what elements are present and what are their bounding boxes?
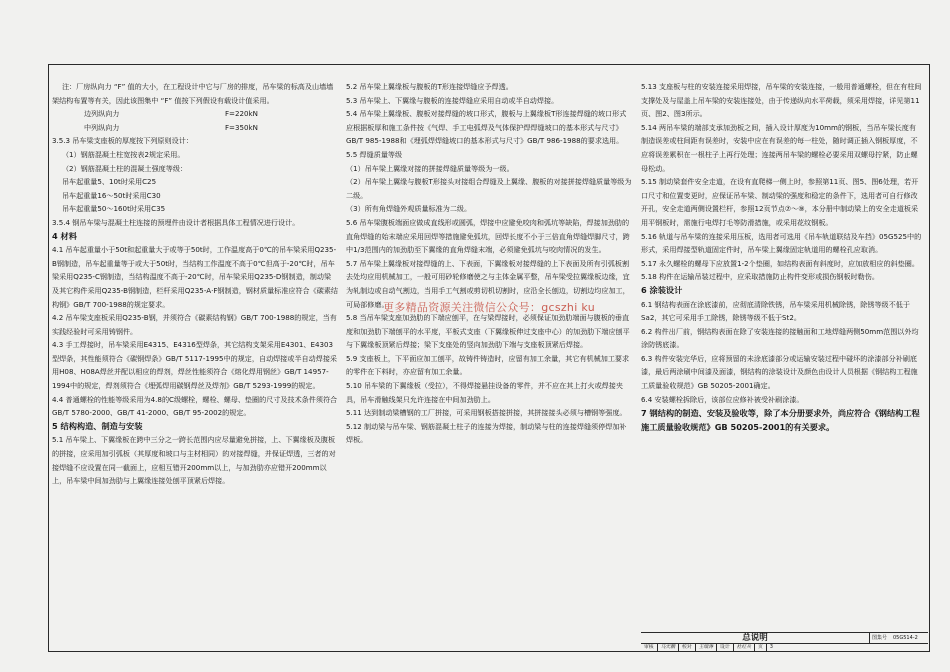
clause-6-2: 6.2 构件出厂前，钢结构表面在除了安装连接的接触面和工地焊缝两侧50mm范围以外均涂防锈底漆。 [641, 326, 919, 350]
list-item: 吊车起重量50～160t时采用C35 [61, 204, 166, 214]
clause-5-2: 5.2 吊车梁上翼缘板与腹板的T形连接焊缝应予焊透。 [346, 82, 513, 91]
note-paragraph: 注：厂房纵向力 “F” 值的大小，在工程设计中它与厂房的排度，吊车梁的标高及山墙墙架结构布置等有关，因此该图集中 “F” 值按下列假设有载设计值采用。 [52, 82, 334, 105]
list-item: 吊车起重量16～50t时采用C30 [61, 190, 161, 200]
watermark-text: 更多精品资源关注微信公众号：gcszhi ku [383, 301, 595, 314]
clause-5-11: 5.11 达到制动梁槽钢的工厂拼接，可采用钢板搭接拼接，其拼接接头必须与槽钢等强度。 [346, 408, 627, 418]
clause-5-1: 5.1 吊车梁上、下翼缘板在跨中三分之一跨长范围内应尽量避免拼接，上、下翼缘板及腹板的拼接，应采用加引弧板（其厚度和坡口与主材相同）的对接焊缝，并保证焊透，三者的对接焊缝不应设置在同一截面上，应相互错开200mm以上，与加劲肋亦应错开200mm以上，吊车梁中间加劲肋与上翼缘连接处刨平顶紧后焊接。 [52, 435, 336, 486]
section-heading: 4 材料 [52, 230, 77, 241]
review-name: 马天鹏 [658, 644, 679, 652]
check-label: 校对 [679, 644, 696, 652]
design-label: 设计 [717, 644, 734, 652]
clause-5-16: 5.16 轨道与吊车梁的连接采用压板，选用者可选用《吊车轨道联结及车挡》05G525中的形式，采用焊接型轨道固定件时，吊车梁上翼缘固定轨道用的螺栓孔应取消。 [641, 231, 922, 255]
list-item: 吊车起重量5、10t时采用C25 [61, 177, 157, 187]
page-label: 页 [755, 644, 767, 652]
force-value: F=350kN [224, 122, 258, 132]
clause-5-13: 5.13 支座板与柱的安装连接采用焊接，吊车梁的安装连接，一般用普通螺栓，但在有柱间支撑处及与屋盖上吊车梁的安装连接处，由于传递纵向水平荷载，须采用焊接，详见第11页、图2、图3所示。 [641, 82, 922, 119]
force-label: 中列纵向力 [83, 122, 120, 132]
clause-5-18: 5.18 构件在运输吊装过程中，应采取措施防止构件变形或损伤钢板时勒伤。 [641, 272, 879, 282]
atlas-no-label: 图集号 [872, 635, 888, 641]
clause-5-10: 5.10 吊车梁的下翼缘板（受拉），不得焊接悬挂设备的零件，并不应在其上打火或焊接夹具，吊车滑触线架只允许连接在中间加劲肋上。 [346, 381, 623, 404]
force-row [52, 107, 338, 121]
column-1 [52, 80, 338, 488]
list-item: （1）钢筋混凝土柱宽按表2规定采用。 [61, 149, 185, 159]
clause-4-1: 4.1 吊车起重量小于50t和起重量大于或等于50t时，工作温度高于0℃的吊车梁采用Q235-B钢制造，吊车起重量等于或大于50t时，当结构工作温度不高于0℃但高于-20℃时，吊车梁采用Q235-C钢制造，当结构温度不高于-20℃时，吊车梁采用Q235-D钢制造，制动梁及其它构件采用Q235-B钢制造，栏杆采用Q235-A·F钢制造，钢材质量标准应符合《碳素结构钢》GB/T 700-1988的规定要求。 [52, 245, 339, 309]
page-number: 3 [769, 645, 773, 650]
clause-3-5-3: 3.5.3 吊车梁支座板的厚度按下列原则设计： [52, 136, 193, 146]
atlas-no: 05G514-2 [893, 635, 918, 641]
column-3 [641, 80, 923, 434]
clause-5-8: 5.8 当吊车梁支座加劲肋的下端应刨平，在与梁焊接时，必须保证加劲肋端面与腹板的垂直度和加劲肋下端刨平的水平度，平板式支座（下翼缘板伸过支座中心）的加劲肋下端应刨平与下翼缘板顶紧后焊接；梁下支座处的竖向加劲肋下端与支座板顶紧后焊接。 [346, 313, 630, 350]
clause-5-5: 5.5 焊缝质量等级 [346, 149, 403, 159]
list-item: （1）吊车梁上翼缘对接的拼接焊缝质量等级为一级。 [346, 163, 514, 173]
clause-5-7: 5.7 吊车梁上翼缘板对接焊缝的上、下表面，下翼缘板对接焊缝的上下表面及所有引弧板割去处均应用机械加工，一般可用砂轮修磨使之与主体金属平整，吊车梁受拉翼缘板边缘，宜为轧制边或自动气割边，当用手工气割或剪切机切割时，应沿全长刨边，切割边均应加工，可局部修磨。 [346, 258, 630, 309]
list-item: （2）钢筋混凝土柱的混凝土强度等级： [61, 163, 188, 173]
clause-5-17: 5.17 永久螺栓的螺母下应放置1-2个垫圈，如结构表面有斜度时，应加放相应的斜垫圈。 [641, 258, 919, 268]
force-row [52, 121, 338, 135]
clause-4-4: 4.4 普通螺栓的性能等级采用为4.8的C级螺栓，螺栓、螺母、垫圈的尺寸及技术条件须符合GB/T 5780-2000、GB/T 41-2000、GB/T 95-2002的规定。 [52, 394, 338, 418]
list-item: （2）吊车梁上翼缘与腹板T形接头对接组合焊缝及上翼缘、腹板的对接拼接焊缝质量等级为二级。 [346, 177, 632, 200]
review-label: 审核 [641, 644, 658, 652]
clause-5-12: 5.12 制动梁与吊车梁、钢筋混凝土柱子的连接为焊接，制动梁与柱的连接焊缝须停焊加补焊板。 [346, 421, 627, 445]
clause-5-14: 5.14 两吊车梁的端部支承加劲板之间，插入设计厚度为10mm的钢板，当吊车梁长度有制造误差或柱间距有误差时，安装中应在有误差的每一柱处，随时调正插入钢板厚度，不应将误差累积在一根柱子上再行处理；连接两吊车梁的螺栓必要采用双螺母拧紧，防止螺母松动。 [641, 122, 918, 173]
clause-4-2: 4.2 吊车梁支座板采用Q235-B钢，并须符合《碳素结构钢》GB/T 700-1988的规定，当有实践经验时可采用铸钢件。 [52, 313, 337, 336]
section-heading: 5 结构构造、制造与安装 [52, 420, 143, 431]
clause-5-4: 5.4 吊车梁上翼缘板、腹板对接焊缝的坡口形式，腹板与上翼缘板T形连接焊缝的坡口形式应根据板厚和施工条件按《气焊、手工电弧焊及气体保护焊焊缝坡口的基本形式与尺寸》GB/T 985-1988和《埋弧焊焊缝坡口的基本形式与尺寸》GB/T 986-1988的要求选用。 [346, 109, 627, 146]
clause-6-3: 6.3 构件安装完华后，应将预留的未涂底漆部分或运输安装过程中碰坏的涂漆部分补刷底漆，最后两涂刷中间漆及面漆，钢结构的涂装设计及颜色由设计人员根据《钢结构工程施工质量验收规范》GB 50205-2001确定。 [641, 353, 918, 391]
clause-7: 7 钢结构的制造、安装及验收等，除了本分册要求外，尚应符合《钢结构工程施工质量验收规范》GB 50205-2001的有关要求。 [641, 408, 920, 433]
clause-5-9: 5.9 支座板上，下平面应加工刨平，故铸件铸造时，应留有加工余量，其它有机械加工要求的零件在下料时，亦应留有加工余量。 [346, 353, 630, 377]
clause-4-3: 4.3 手工焊接时，吊车梁采用E4315、E4316型焊条，其它结构支架采用E4301、E4303型焊条，其性能须符合《碳钢焊条》GB/T 5117-1995中的规定，自动焊接或半自动焊接采用H08、H08A焊丝并配以相应的焊剂，焊丝性能须符合《熔化焊用钢丝》GB/T 14957-1994中的规定，焊剂须符合《埋弧焊用碳钢焊丝及焊剂》GB/T 5293-1999的规定。 [52, 340, 338, 391]
clause-6-1: 6.1 钢结构表面在涂底漆前，应彻底清除铁锈，吊车梁采用机械除锈，除锈等级不低于Sa2，其它可采用手工除锈，除锈等级不低于St2。 [641, 299, 910, 323]
force-value: F=220kN [224, 109, 258, 119]
force-label: 边列纵向力 [83, 109, 120, 119]
clause-6-4: 6.4 安装螺栓拆除后，该部位应修补被受补刷涂漆。 [641, 394, 804, 404]
clause-5-3: 5.3 吊车梁上、下翼缘与腹板的连接焊缝应采用自动或半自动焊接。 [346, 95, 559, 105]
title-block [641, 632, 928, 651]
check-name: 王瑞涛 [696, 644, 717, 652]
column-2 [346, 80, 632, 447]
signature-row [641, 643, 928, 652]
clause-5-15: 5.15 制动梁套件安全走道，在设有直爬梯一侧上时，参照第11页、图5、图6处理，若开口尺寸和位置变更时，应保证吊车梁、制动梁的强度和稳定的条件下，选用者可自行修改开孔，安全走道两侧设置栏杆，参照12页节点⑦～⑨，本分册中制动梁上的安全走道板采用平钢板时，需施行电焊打毛等防滑措施，或采用花纹钢板。 [641, 177, 919, 227]
clause-5-6: 5.6 吊车梁腹板端面应做成直线形或圆弧，焊接中应避免咬肉和弧坑等缺陷，焊接加劲肋的直角焊缝的始末端应采用回焊等措施避免弧坑，回焊长度不小于三倍直角焊缝焊脚尺寸，跨中1/3范围内的加劲肋至下翼缘的直角焊缝末端，必须避免弧坑与咬肉情况的发生。 [346, 217, 630, 255]
section-heading: 6 涂装设计 [641, 284, 683, 295]
clause-3-5-4: 3.5.4 钢吊车梁与混凝土柱连接的预埋件由设计者根据具体工程情况进行设计。 [52, 217, 300, 227]
design-name: 杜红兵 [734, 644, 755, 652]
list-item: （3）所有角焊缝外观质量标准为二级。 [346, 204, 472, 214]
sheet-title: 总说明 [641, 633, 870, 643]
